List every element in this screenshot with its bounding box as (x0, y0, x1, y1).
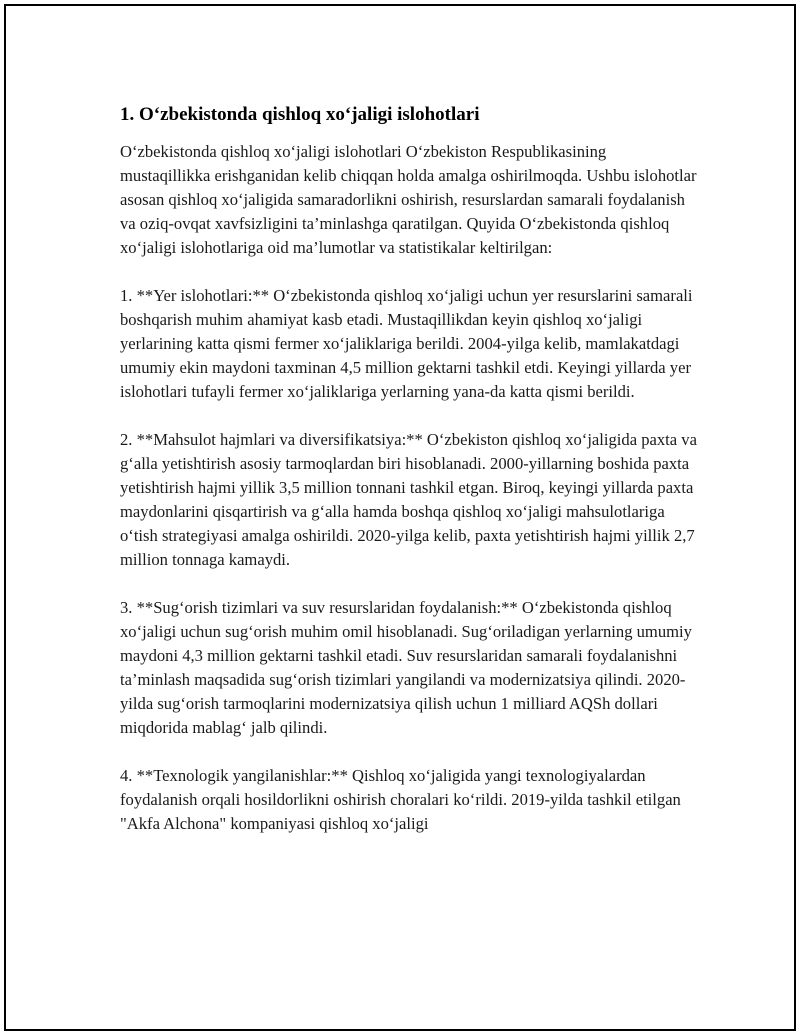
document-body (120, 102, 700, 860)
paragraph-land-reforms: 1. **Yer islohotlari:** O‘zbekistonda qishloq xo‘jaligi uchun yer resurslarini samarali boshqarish muhim ahamiyat kasb etadi. Mustaqillikdan keyin qishloq xo‘jaligi yerlarining katta qismi fermer xo‘jaliklariga berildi. 2004-yilga kelib, mamlakatdagi umumiy ekin maydoni taxminan 4,5 million gektarni tashkil etdi. Keyingi yillarda yer islohotlari tufayli fermer xo‘jaliklariga yerlarning yana-da katta qismi berildi. (120, 286, 693, 401)
document-page (4, 4, 796, 1031)
paragraph-irrigation: 3. **Sug‘orish tizimlari va suv resurslaridan foydalanish:** O‘zbekistonda qishloq xo‘jaligi uchun sug‘orish muhim omil hisoblanadi. Sug‘oriladigan yerlarning umumiy maydoni 4,3 million gektarni tashkil etadi. Suv resurslaridan samarali foydalanishni ta’minlash maqsadida sug‘orish tizimlari yangilandi va modernizatsiya qilindi. 2020-yilda sug‘orish tarmoqlarini modernizatsiya qilish uchun 1 milliard AQSh dollari miqdorida mablag‘ jalb qilindi. (120, 598, 692, 737)
paragraph-technology: 4. **Texnologik yangilanishlar:** Qishloq xo‘jaligida yangi texnologiyalardan foydalanish orqali hosildorlikni oshirish choralari ko‘rildi. 2019-yilda tashkil etilgan "Akfa Alchona" kompaniyasi qishloq xo‘jaligi (120, 766, 681, 833)
intro-paragraph: O‘zbekistonda qishloq xo‘jaligi islohotlari O‘zbekiston Respublikasining mustaqillikka erishganidan kelib chiqqan holda amalga oshirilmoqda. Ushbu islohotlar asosan qishloq xo‘jaligida samaradorlikni oshirish, resurslardan samarali foydalanish va oziq-ovqat xavfsizligini ta’minlashga qaratilgan. Quyida O‘zbekistonda qishloq xo‘jaligi islohotlariga oid ma’lumotlar va statistikalar keltirilgan: (120, 142, 697, 257)
paragraph-production-diversification: 2. **Mahsulot hajmlari va diversifikatsiya:** O‘zbekiston qishloq xo‘jaligida paxta va g‘alla yetishtirish asosiy tarmoqlardan biri hisoblanadi. 2000-yillarning boshida paxta yetishtirish hajmi yillik 3,5 million tonnani tashkil etgan. Biroq, keyingi yillarda paxta maydonlarini qisqartirish va g‘alla hamda boshqa qishloq xo‘jaligi mahsulotlariga o‘tish strategiyasi amalga oshirildi. 2020-yilga kelib, paxta yetishtirish hajmi yillik 2,7 million tonnaga kamaydi. (120, 430, 697, 569)
document-title: 1. O‘zbekistonda qishloq xo‘jaligi islohotlari (120, 104, 480, 125)
